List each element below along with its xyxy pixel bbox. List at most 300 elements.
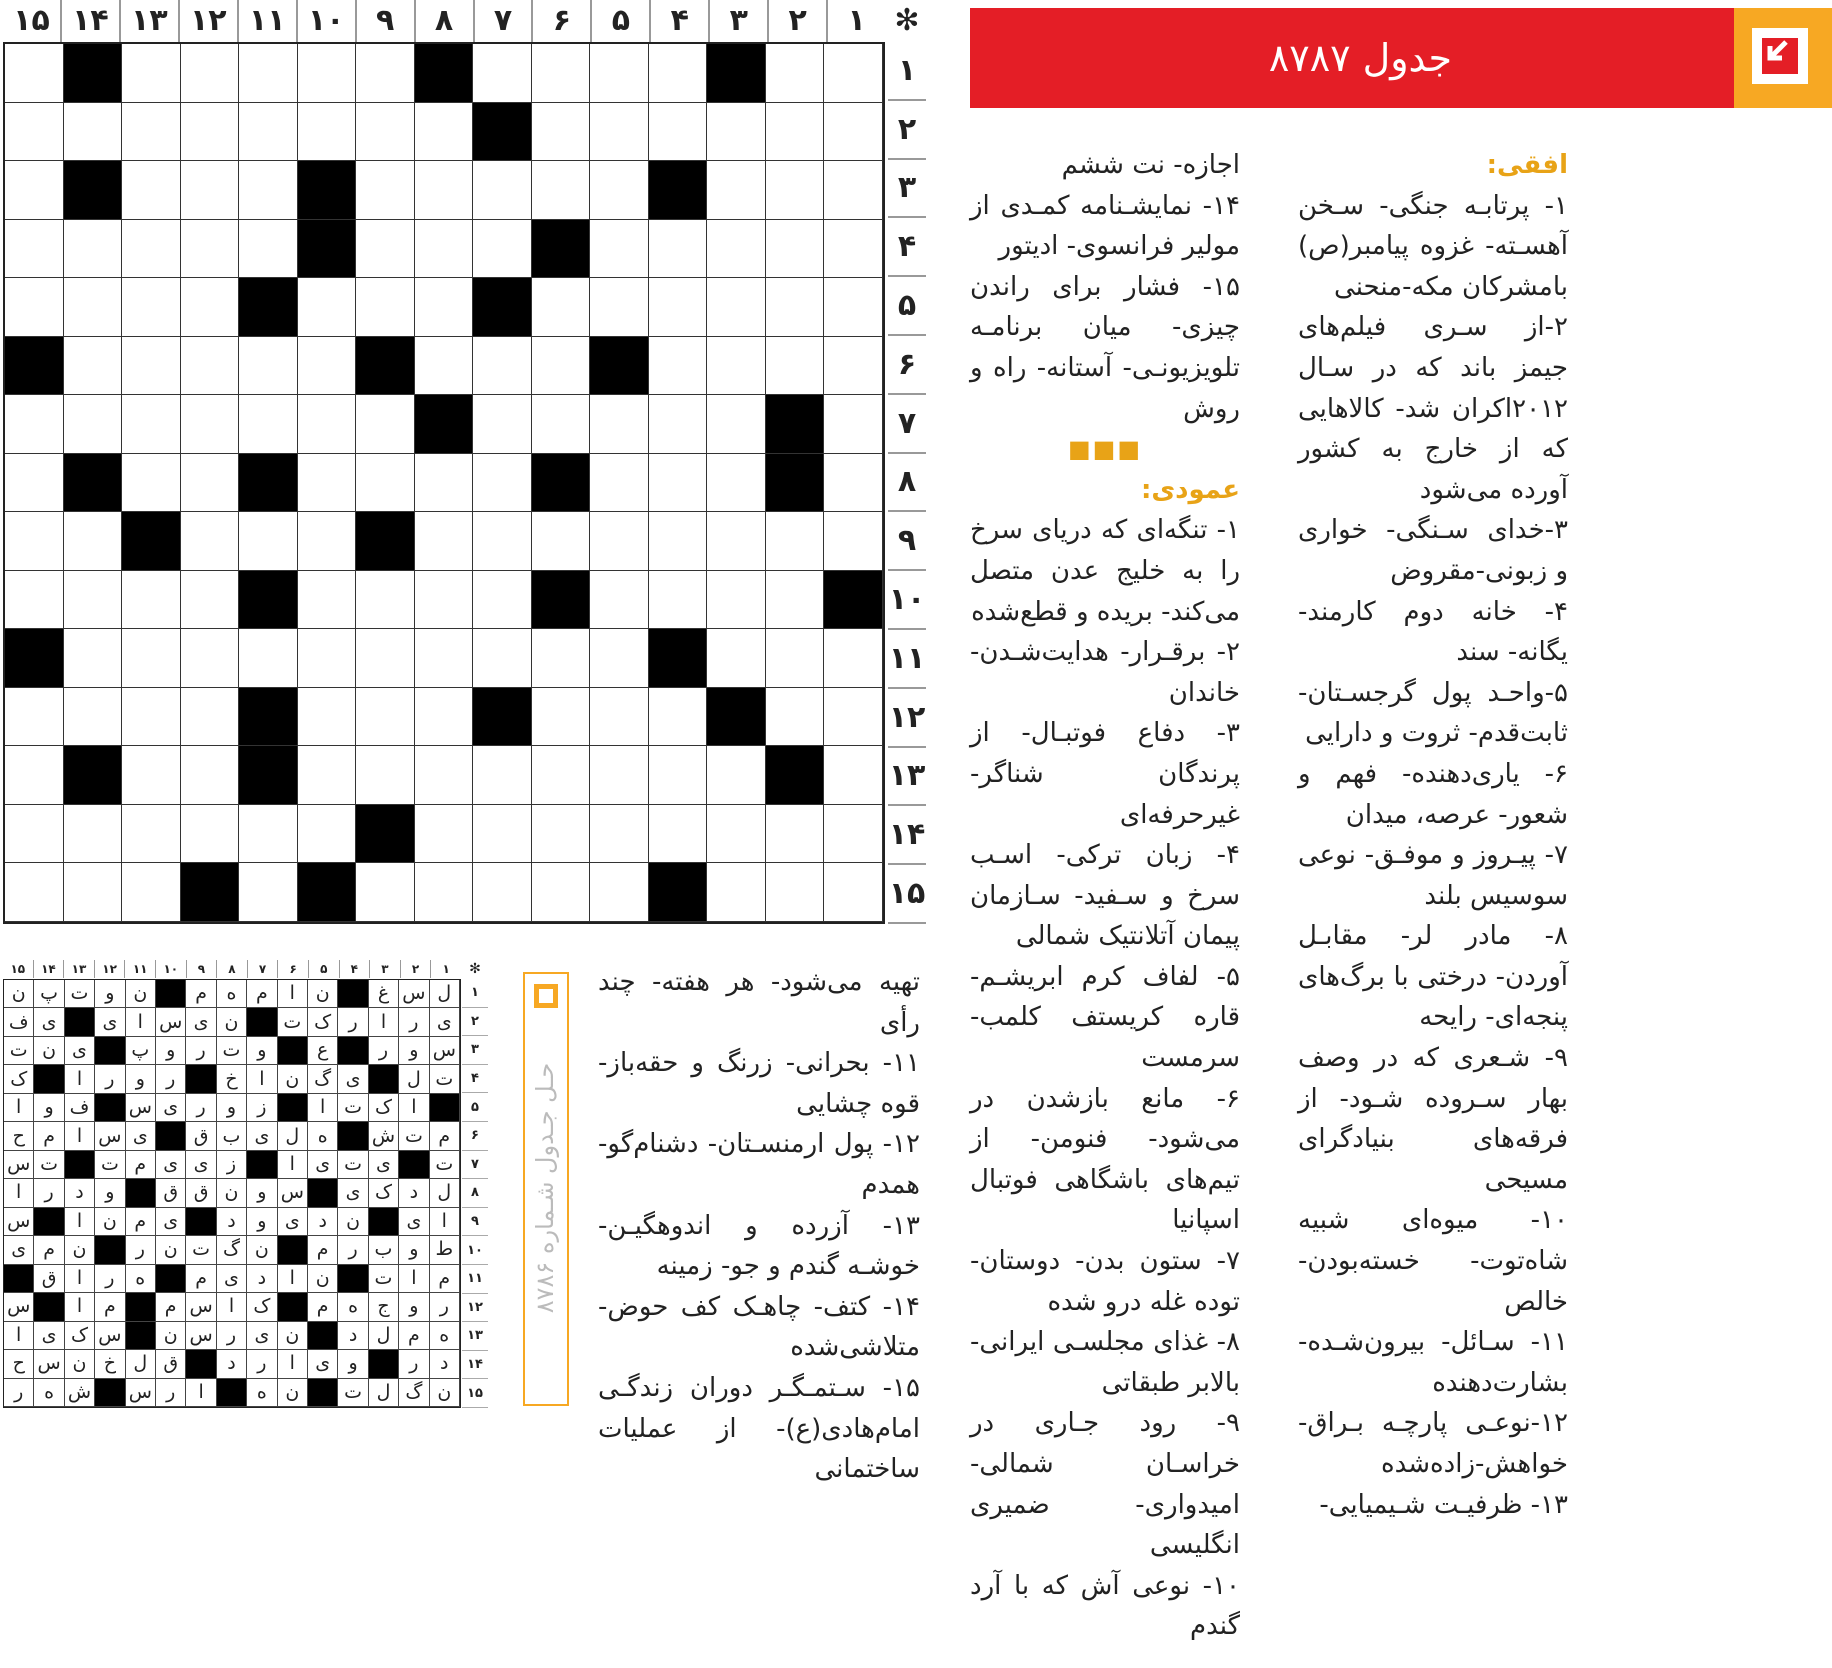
empty-cell [707,395,766,454]
empty-cell [181,44,240,103]
solution-row-numbers [462,979,488,1408]
solution-cell: ن [278,1379,308,1407]
black-cell [95,1037,125,1065]
black-cell [181,863,240,922]
across-clue: ۱۰- میوه‌ای شبیه شاه‌توت- خسته‌بودن- خالص [1298,1205,1568,1317]
solution-cell: ن [338,1208,368,1236]
black-cell [239,688,298,747]
solution-cell: ل [369,1322,399,1350]
empty-cell [415,103,474,162]
solution-cell: ا [278,980,308,1008]
empty-cell [415,220,474,279]
empty-cell [415,161,474,220]
empty-cell [649,512,708,571]
solution-cell: ا [217,1293,247,1321]
solution-cell: ه [247,1379,277,1407]
black-cell [64,746,123,805]
section-divider: ■■■ [1067,435,1143,464]
black-cell [356,805,415,864]
across-clue: ۶- یاری‌دهنده- فهم و شعور- عرصه، میدان [1298,758,1568,830]
solution-cell: گ [217,1236,247,1264]
solution-cell: ت [65,980,95,1008]
black-cell [278,1094,308,1122]
solution-cell: ل [369,1379,399,1407]
solution-cell: ه [338,1293,368,1321]
column-number: ۶ [277,960,308,978]
empty-cell [5,688,64,747]
empty-cell [356,454,415,513]
solution-cell: ن [308,1265,338,1293]
solution-cell: ا [399,1265,429,1293]
solution-cell: ی [156,1208,186,1236]
solution-cell: و [247,1179,277,1207]
empty-cell [64,220,123,279]
empty-cell [181,688,240,747]
across-clue: ۹- شـعری که در وصف بهار سـروده شـود- از فرقه‌های بنیادگرای مسیحی [1298,1043,1568,1195]
solution-cell: س [4,1208,34,1236]
empty-cell [356,44,415,103]
empty-cell [5,44,64,103]
solution-cell: ی [156,1094,186,1122]
empty-cell [181,746,240,805]
row-number: ۱۴ [888,806,926,865]
empty-cell [298,688,357,747]
column-number: ۱۴ [33,960,64,978]
empty-cell [649,337,708,396]
solution-corner-star: ✻ [469,961,481,977]
solution-column-numbers [3,960,461,978]
empty-cell [122,103,181,162]
empty-cell [649,571,708,630]
solution-cell: ق [156,1350,186,1378]
clue-continuation: اجازه- نت ششم [1061,150,1240,180]
black-cell [338,1037,368,1065]
empty-cell [298,103,357,162]
solution-cell: د [308,1208,338,1236]
down-clue: ۳- دفاع فوتبـال- از پرندگان شناگر- غیرحرفه‌ای [970,718,1240,830]
column-number: ۱۱ [237,0,296,42]
solution-cell: ک [247,1293,277,1321]
solution-cell: ت [430,1151,460,1179]
empty-cell [415,688,474,747]
solution-cell: ت [430,1065,460,1093]
down-clue: ۹- رود جـاری در خراسـان شمالی- امیدواری- ضمیری انگلیسی [970,1408,1240,1561]
solution-grid [3,979,461,1408]
column-number: ۷ [473,0,532,42]
empty-cell [707,629,766,688]
solution-label: حـل جـدول شـماره ۸۷۸۶ [531,1062,559,1314]
empty-cell [532,863,591,922]
solution-cell: ش [65,1379,95,1407]
solution-cell: ا [278,1151,308,1179]
row-number: ۱۲ [462,1294,488,1323]
empty-cell [766,629,825,688]
black-cell [34,1065,64,1093]
row-number: ۱۲ [888,689,926,748]
solution-cell: ی [399,1208,429,1236]
empty-cell [590,454,649,513]
solution-cell: خ [217,1065,247,1093]
black-cell [5,629,64,688]
empty-cell [707,220,766,279]
solution-cell: و [95,980,125,1008]
empty-cell [64,512,123,571]
solution-cell: ا [65,1293,95,1321]
empty-cell [356,629,415,688]
column-number: ۴ [649,0,708,42]
page-title: جدول ۸۷۸۷ [1268,36,1452,80]
row-number: ۴ [888,218,926,277]
empty-cell [239,629,298,688]
column-number: ۱۲ [94,960,125,978]
solution-cell: ا [247,1065,277,1093]
empty-cell [649,454,708,513]
empty-cell [766,863,825,922]
column-number: ۱ [826,0,885,42]
solution-cell: م [156,1293,186,1321]
down-clue: ۴- زبان ترکی- اسـب سرخ و سـفید- سـازمان پیمان آتلانتیک شمالی [970,840,1240,952]
down-clue: ۷- ستون بدن- دوستان- توده غله درو شده [970,1246,1240,1317]
column-number: ۱۰ [155,960,186,978]
black-cell [338,1122,368,1150]
down-clue: ۶- مانع بازشدن در می‌شود- فنومن- از تیم‌های باشگاهی فوتبال اسپانیا [970,1083,1240,1236]
black-cell [239,454,298,513]
empty-cell [239,103,298,162]
empty-cell [415,512,474,571]
black-cell [278,1293,308,1321]
down-clue: ۱۴- کتف- چاهـک کف حوض- متلاشی‌شده [598,1291,920,1363]
solution-cell: ا [4,1179,34,1207]
solution-cell: ز [217,1151,247,1179]
empty-cell [181,805,240,864]
empty-cell [415,454,474,513]
empty-cell [824,454,883,513]
solution-cell: م [430,1265,460,1293]
column-number: ۴ [339,960,370,978]
black-cell [5,337,64,396]
solution-cell: ا [308,1094,338,1122]
empty-cell [532,688,591,747]
solution-cell: س [4,1151,34,1179]
empty-cell [590,395,649,454]
empty-cell [824,278,883,337]
solution-cell: ر [126,1236,156,1264]
solution-cell: ق [34,1265,64,1293]
solution-cell: ا [278,1265,308,1293]
solution-cell: ی [34,1008,64,1036]
solution-cell: ر [369,1037,399,1065]
solution-cell: م [308,1293,338,1321]
solution-cell: س [4,1293,34,1321]
empty-cell [532,337,591,396]
empty-cell [298,337,357,396]
black-cell [824,571,883,630]
empty-cell [649,103,708,162]
column-number: ۱۵ [13,3,50,38]
across-clue: ۱۲-نوعـی پارچـه بـراق- خواهش-زاده‌شده [1298,1408,1568,1479]
solution-cell: و [247,1037,277,1065]
empty-cell [5,863,64,922]
solution-cell: د [217,1350,247,1378]
empty-cell [122,746,181,805]
solution-cell: و [338,1350,368,1378]
solution-cell: ه [430,1322,460,1350]
solution-cell: ت [217,1037,247,1065]
column-number: ۹ [355,0,414,42]
solution-cell: س [126,1094,156,1122]
black-cell [239,746,298,805]
solution-cell: ک [369,1179,399,1207]
empty-cell [824,337,883,396]
empty-cell [649,395,708,454]
solution-cell: ک [369,1094,399,1122]
black-cell [356,337,415,396]
black-cell [126,1322,156,1350]
across-clue: ۱۵- فشار برای راندن چیزی- میان برنامـه تلویزیونـی- آستانه- راه و روش [970,271,1240,424]
solution-cell: ا [126,1008,156,1036]
header-bar [970,8,1832,108]
row-number: ۹ [888,512,926,571]
empty-cell [239,512,298,571]
empty-cell [122,805,181,864]
solution-cell: س [186,1293,216,1321]
empty-cell [824,863,883,922]
solution-cell: ه [217,980,247,1008]
solution-cell: ی [278,1208,308,1236]
solution-cell: ل [430,1179,460,1207]
solution-cell: ی [338,1179,368,1207]
column-number: ۱۰ [296,0,355,42]
empty-cell [122,395,181,454]
across-clues [1298,145,1568,1525]
black-cell [126,1179,156,1207]
empty-cell [590,571,649,630]
empty-cell [473,746,532,805]
empty-cell [532,278,591,337]
empty-cell [64,571,123,630]
empty-cell [766,337,825,396]
across-clue: ۱۱- سـائل- بیرون‌شـده- بشارت‌دهنده [1298,1327,1568,1398]
empty-cell [356,395,415,454]
empty-cell [824,44,883,103]
solution-cell: گ [399,1379,429,1407]
row-number: ۱۳ [462,1322,488,1351]
solution-cell: س [278,1179,308,1207]
black-cell [399,1151,429,1179]
logo-icon [1734,8,1832,108]
bottom-clues [598,962,920,1490]
solution-cell: م [308,1236,338,1264]
empty-cell [181,629,240,688]
black-cell [247,1151,277,1179]
row-number: ۴ [462,1065,488,1094]
solution-cell: ن [430,1379,460,1407]
empty-cell [5,512,64,571]
solution-cell: ن [217,1179,247,1207]
black-cell [156,980,186,1008]
empty-cell [824,688,883,747]
clue-continuation: تهیه می‌شود- هر هفته- چند رأی [598,967,920,1038]
solution-cell: ح [4,1350,34,1378]
empty-cell [356,571,415,630]
black-cell [338,980,368,1008]
solution-cell: و [399,1236,429,1264]
empty-cell [122,863,181,922]
solution-cell: ت [399,1122,429,1150]
empty-cell [532,103,591,162]
row-number: ۱ [462,979,488,1008]
black-cell [369,1065,399,1093]
black-cell [532,220,591,279]
row-number: ۱ [888,42,926,101]
black-cell [649,629,708,688]
black-cell [298,863,357,922]
logo-icon [534,984,558,1008]
row-number: ۶ [462,1122,488,1151]
empty-cell [532,805,591,864]
down-clue: ۱۲- پول ارمنسـتان- دشنام‌گو- همدم [598,1129,920,1200]
empty-cell [298,629,357,688]
row-number: ۱۱ [462,1265,488,1294]
solution-cell: ف [65,1094,95,1122]
solution-cell: ک [308,1008,338,1036]
solution-label-box [523,972,569,1406]
solution-cell: س [430,1037,460,1065]
empty-cell [181,337,240,396]
black-cell [298,161,357,220]
solution-cell: د [247,1265,277,1293]
empty-cell [707,161,766,220]
empty-cell [707,805,766,864]
empty-cell [766,688,825,747]
solution-cell: ن [95,1208,125,1236]
empty-cell [590,512,649,571]
solution-cell: ا [4,1094,34,1122]
empty-cell [298,571,357,630]
empty-cell [824,805,883,864]
solution-cell: ت [338,1379,368,1407]
empty-cell [298,395,357,454]
empty-cell [122,688,181,747]
empty-cell [824,512,883,571]
solution-cell: ی [4,1236,34,1264]
black-cell [126,1293,156,1321]
solution-cell: و [399,1037,429,1065]
black-cell [4,1265,34,1293]
solution-cell: ح [4,1122,34,1150]
row-number: ۵ [888,277,926,336]
solution-cell: ر [34,1179,64,1207]
empty-cell [64,863,123,922]
column-number: ۳ [369,960,400,978]
empty-cell [239,161,298,220]
empty-cell [824,220,883,279]
empty-cell [415,337,474,396]
black-cell [156,1265,186,1293]
empty-cell [5,805,64,864]
empty-cell [532,161,591,220]
empty-cell [590,44,649,103]
solution-cell: ر [156,1065,186,1093]
column-number: ۶ [531,0,590,42]
empty-cell [707,103,766,162]
solution-cell: ن [247,1236,277,1264]
solution-cell: س [95,1122,125,1150]
empty-cell [122,337,181,396]
black-cell [95,1379,125,1407]
solution-cell: د [399,1179,429,1207]
solution-cell: ی [186,1151,216,1179]
empty-cell [122,629,181,688]
empty-cell [590,805,649,864]
solution-cell: م [34,1236,64,1264]
solution-cell: ر [430,1293,460,1321]
solution-cell: ل [126,1350,156,1378]
solution-cell: ی [308,1350,338,1378]
solution-cell: م [399,1322,429,1350]
empty-cell [356,863,415,922]
solution-cell: د [65,1179,95,1207]
main-corner-star: ✻ [894,3,920,38]
solution-cell: م [95,1293,125,1321]
empty-cell [64,395,123,454]
empty-cell [64,805,123,864]
solution-cell: ق [186,1122,216,1150]
solution-cell: ل [399,1065,429,1093]
empty-cell [122,161,181,220]
black-cell [338,1265,368,1293]
black-cell [430,1094,460,1122]
main-row-numbers [888,42,926,924]
solution-cell: ی [217,1265,247,1293]
empty-cell [356,278,415,337]
solution-cell: ر [399,1008,429,1036]
solution-cell: ی [95,1008,125,1036]
solution-cell: ت [369,1265,399,1293]
solution-cell: ی [65,1037,95,1065]
black-cell [766,395,825,454]
empty-cell [590,103,649,162]
solution-cell: س [156,1008,186,1036]
empty-cell [415,278,474,337]
empty-cell [707,863,766,922]
black-cell [590,337,649,396]
solution-cell: ی [369,1151,399,1179]
down-clue: ۱۱- بحرانی- زرنگ و حقه‌باز- قوه چشایی [598,1048,920,1119]
empty-cell [590,629,649,688]
solution-cell: خ [95,1350,125,1378]
column-number: ۷ [247,960,278,978]
empty-cell [64,337,123,396]
empty-cell [181,103,240,162]
empty-cell [590,688,649,747]
solution-cell: ر [247,1350,277,1378]
black-cell [217,1379,247,1407]
solution-cell: ل [430,980,460,1008]
solution-cell: ن [217,1008,247,1036]
black-cell [473,278,532,337]
row-number: ۲ [888,101,926,160]
empty-cell [298,44,357,103]
solution-cell: ن [278,1065,308,1093]
solution-cell: ا [65,1122,95,1150]
empty-cell [122,571,181,630]
row-number: ۷ [462,1151,488,1180]
solution-cell: گ [308,1065,338,1093]
empty-cell [415,805,474,864]
black-cell [278,1236,308,1264]
solution-cell: م [126,1208,156,1236]
